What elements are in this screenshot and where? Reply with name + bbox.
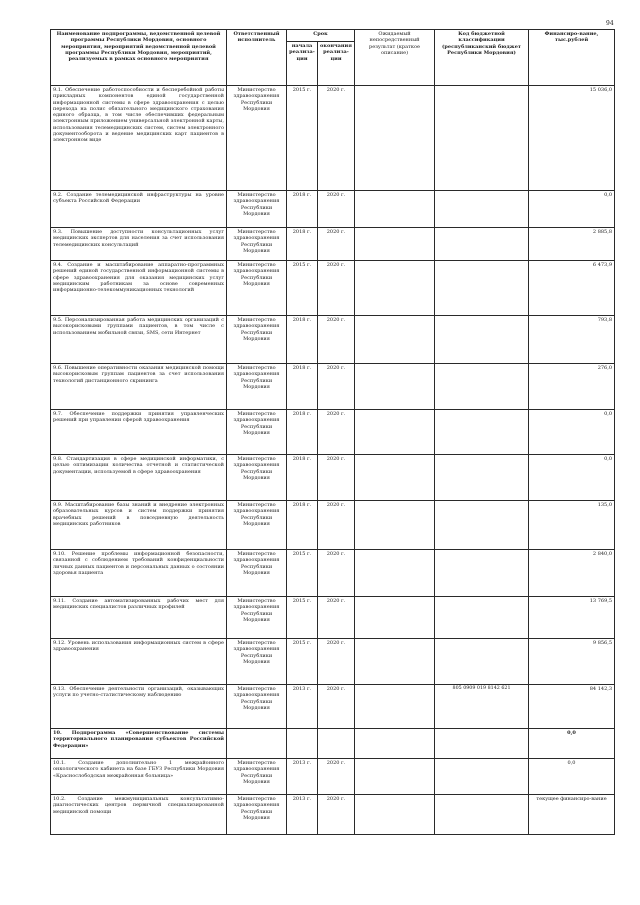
row-executor: Министерство здравоохранения Республики Мордовия (227, 759, 287, 795)
row-finance: 2 885,8 (529, 228, 615, 261)
table-row (51, 316, 615, 364)
row-name: 9.12. Уровень использования информационных систем в сфере здравоохранения (51, 639, 227, 685)
row-finance: 2 840,0 (529, 550, 615, 597)
page-number: 94 (606, 20, 614, 27)
row-start: 2015 г. (287, 639, 318, 685)
row-start: 2018 г. (287, 316, 318, 364)
row-executor: Министерство здравоохранения Республики Мордовия (227, 685, 287, 729)
row-finance: 793,8 (529, 316, 615, 364)
row-kbk (435, 759, 529, 795)
row-executor: Министерство здравоохранения Республики Мордовия (227, 228, 287, 261)
row-result (355, 364, 435, 410)
row-end: 2020 г. (318, 261, 355, 316)
row-kbk (435, 639, 529, 685)
row-finance: текущее финансиро-вание (529, 795, 615, 835)
row-kbk (435, 86, 529, 191)
row-name: 9.5. Персонализированная работа медицинских организаций с высокорисковыми группами пациентов, в том числе с использованием мобильной связи, SMS, сети Интернет (51, 316, 227, 364)
header-name: Наименование подпрограммы, ведомственной целевой программы Республики Мордовия, основного мероприятия, мероприятий ведомственной целевой программы Республики Мордовия, мероприятий, реализуемых в рамках основного мероприятия (51, 30, 227, 86)
row-name: 9.13. Обеспечение деятельности организаций, оказывающих услуги по учетно-статистическому наблюдению (51, 685, 227, 729)
header-finance: Финансиро-вание, тыс.рублей (529, 30, 615, 86)
row-name: 9.4. Создание и масштабирование аппаратно-программных решений единой государственной информационной системы в сфере здравоохранения для оказания медицинских услуг медицинским работникам за основе современных информационно-телекоммуникационных технологий (51, 261, 227, 316)
row-end: 2020 г. (318, 364, 355, 410)
row-name: 9.8. Стандартизация в сфере медицинской информатики, с целью оптимизации количества отчетной и статистической документации, используемой в сфере здравоохранения (51, 455, 227, 501)
header-row-1 (51, 30, 615, 42)
row-kbk (435, 729, 529, 759)
row-finance: 276,0 (529, 364, 615, 410)
row-result (355, 685, 435, 729)
row-name: 10.2. Создание межмуниципальных консультативно-диагностических центров первичной специализированной медицинской помощи (51, 795, 227, 835)
row-end: 2020 г. (318, 501, 355, 550)
row-result (355, 410, 435, 455)
row-kbk (435, 261, 529, 316)
row-finance: 0,0 (529, 759, 615, 795)
row-end: 2020 г. (318, 685, 355, 729)
table-row (51, 759, 615, 795)
row-executor (227, 729, 287, 759)
row-kbk (435, 455, 529, 501)
row-end: 2020 г. (318, 191, 355, 228)
program-table (50, 29, 615, 835)
row-executor: Министерство здравоохранения Республики Мордовия (227, 550, 287, 597)
row-finance: 0,0 (529, 455, 615, 501)
row-kbk (435, 364, 529, 410)
row-name: 9.10. Решение проблемы информационной безопасности, связанной с соблюдением требований конфиденциальности личных данных пациентов и персональных данных о состоянии здоровья пациента (51, 550, 227, 597)
table-row (51, 455, 615, 501)
row-result (355, 639, 435, 685)
row-end: 2020 г. (318, 316, 355, 364)
row-result (355, 191, 435, 228)
row-result (355, 597, 435, 639)
row-result (355, 759, 435, 795)
row-finance: 9 856,5 (529, 639, 615, 685)
row-name: 9.6. Повышение оперативности оказания медицинской помощи высокорисковым группам пациентов за счет использования технологий дистанционного скрининга (51, 364, 227, 410)
row-executor: Министерство здравоохранения Республики Мордовия (227, 86, 287, 191)
table-row (51, 86, 615, 191)
header-executor: Ответственный исполнитель (227, 30, 287, 86)
header-start: начала реализа-ции (287, 42, 318, 86)
row-name: 9.1. Обеспечение работоспособности и бесперебойной работы прикладных компонентов единой государственной информационной системы в сфере здравоохранения с целью перехода на полис обязательного медицинского страхования единого образца, в том числе обеспечивших федеральным электронным приложением универсальной электронной карты, использования телемедицинских систем, систем электронного документооборота и ведение медицинских карт пациентов в электронном виде (51, 86, 227, 191)
table-row (51, 597, 615, 639)
row-kbk (435, 597, 529, 639)
row-finance: 6 473,9 (529, 261, 615, 316)
row-end: 2020 г. (318, 795, 355, 835)
row-end: 2020 г. (318, 410, 355, 455)
row-end: 2020 г. (318, 86, 355, 191)
row-kbk (435, 795, 529, 835)
table-row (51, 795, 615, 835)
table-row (51, 228, 615, 261)
row-result (355, 501, 435, 550)
row-kbk (435, 191, 529, 228)
row-finance: 0,0 (529, 410, 615, 455)
row-name: 10.1. Создание дополнительно 1 межрайонного онкологического кабинета на базе ГБУЗ Республики Мордовия «Краснослободская межрайонная больница» (51, 759, 227, 795)
row-executor: Министерство здравоохранения Республики Мордовия (227, 261, 287, 316)
row-end: 2020 г. (318, 228, 355, 261)
row-start: 2018 г. (287, 410, 318, 455)
row-result (355, 729, 435, 759)
row-finance: 0,0 (529, 191, 615, 228)
row-end: 2020 г. (318, 597, 355, 639)
row-end: 2020 г. (318, 639, 355, 685)
row-executor: Министерство здравоохранения Республики Мордовия (227, 597, 287, 639)
row-result (355, 228, 435, 261)
row-start: 2018 г. (287, 191, 318, 228)
row-start: 2015 г. (287, 597, 318, 639)
row-executor: Министерство здравоохранения Республики Мордовия (227, 639, 287, 685)
header-end: окончания реализа-ции (318, 42, 355, 86)
row-finance: 135,0 (529, 501, 615, 550)
table-body (51, 86, 615, 835)
row-start: 2018 г. (287, 228, 318, 261)
table-row (51, 639, 615, 685)
row-end: 2020 г. (318, 455, 355, 501)
row-executor: Министерство здравоохранения Республики Мордовия (227, 191, 287, 228)
row-name: 9.7. Обеспечение поддержки принятия управленческих решений при управлении сферой здравоохранения (51, 410, 227, 455)
header-term: Срок (287, 30, 355, 42)
row-result (355, 795, 435, 835)
table-row (51, 550, 615, 597)
header-kbk: Код бюджетной классификации (республиканский бюджет Республики Мордовия) (435, 30, 529, 86)
row-end: 2020 г. (318, 759, 355, 795)
row-end (318, 729, 355, 759)
table-row (51, 191, 615, 228)
row-start: 2018 г. (287, 501, 318, 550)
table-row (51, 729, 615, 759)
row-executor: Министерство здравоохранения Республики Мордовия (227, 795, 287, 835)
row-kbk (435, 410, 529, 455)
row-result (355, 316, 435, 364)
row-start: 2018 г. (287, 455, 318, 501)
row-name: 10. Подпрограмма «Совершенствование системы территориального планирования субъектов Российской Федерации» (51, 729, 227, 759)
row-start: 2013 г. (287, 759, 318, 795)
row-result (355, 261, 435, 316)
row-kbk (435, 228, 529, 261)
row-start (287, 729, 318, 759)
row-start: 2013 г. (287, 685, 318, 729)
row-executor: Министерство здравоохранения Республики Мордовия (227, 410, 287, 455)
row-result (355, 455, 435, 501)
row-executor: Министерство здравоохранения Республики Мордовия (227, 364, 287, 410)
table-row (51, 410, 615, 455)
row-name: 9.11. Создание автоматизированных рабочих мест для медицинских специалистов различных профилей (51, 597, 227, 639)
row-name: 9.2. Создание телемедицинской инфраструктуры на уровне субъекта Российской Федерации (51, 191, 227, 228)
row-start: 2015 г. (287, 86, 318, 191)
row-result (355, 550, 435, 597)
row-finance: 13 769,5 (529, 597, 615, 639)
row-finance: 0,0 (529, 729, 615, 759)
row-kbk (435, 501, 529, 550)
table-row (51, 501, 615, 550)
table-row (51, 685, 615, 729)
row-name: 9.3. Повышение доступности консультационных услуг медицинских экспертов для населения за счет использования телемедицинских консультаций (51, 228, 227, 261)
row-start: 2013 г. (287, 795, 318, 835)
row-kbk (435, 550, 529, 597)
row-executor: Министерство здравоохранения Республики Мордовия (227, 316, 287, 364)
row-name: 9.9. Масштабирование базы знаний и внедрение электронных образовательных курсов и систем поддержки принятия врачебных решений в повседневную деятельность медицинских работников (51, 501, 227, 550)
row-executor: Министерство здравоохранения Республики Мордовия (227, 501, 287, 550)
table-row (51, 261, 615, 316)
row-end: 2020 г. (318, 550, 355, 597)
row-kbk: 805 0909 019 8142 621 (435, 685, 529, 729)
row-start: 2018 г. (287, 364, 318, 410)
row-finance: 15 036,0 (529, 86, 615, 191)
row-executor: Министерство здравоохранения Республики Мордовия (227, 455, 287, 501)
row-finance: 84 142,3 (529, 685, 615, 729)
row-start: 2015 г. (287, 550, 318, 597)
header-result: Ожидаемый непосредственный результат (краткое описание) (355, 30, 435, 86)
row-start: 2015 г. (287, 261, 318, 316)
row-kbk (435, 316, 529, 364)
row-result (355, 86, 435, 191)
table-row (51, 364, 615, 410)
